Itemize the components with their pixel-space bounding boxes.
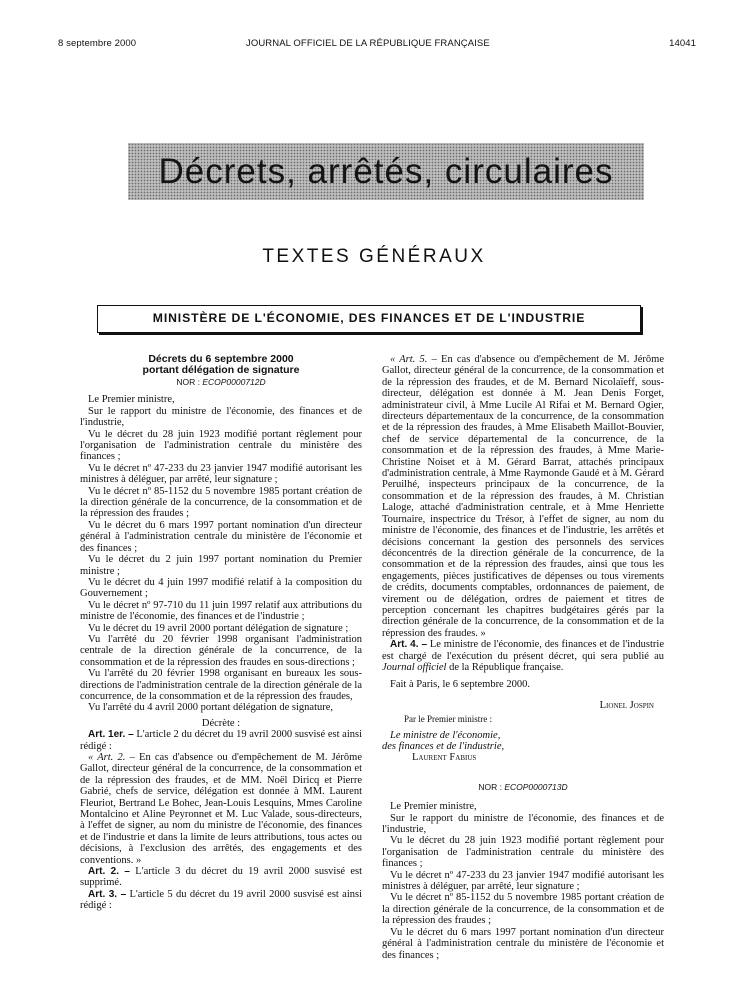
article-4-text-a: Le ministre de l'économie, des finances et de l'industrie est chargé de l'exécution du présent décret, qui sera publié au [382,639,664,662]
article-5-quote-text: En cas d'absence ou d'empêchement de M. Jérôme Gallot, directeur général de la concurrence, de la consommation et de la répression des fraudes, et de M. Bernard Nicolaïeff, sous-directeur, délégation est donnée à M. Jean Denis Forget, administrateur civil, à Mme Lucile Al Rifai et M. Bernard Ogier, directeurs départementaux de la concurrence, de la consommation et de la répression des fraudes, à Mme Elisabeth Maillot-Bouvier, chef de service départemental de la concurrence, de la consommation et de la répression des fraudes, à Mme Marie-Christine Noiset et à M. Gérard Barrat, attachés principaux d'administration centrale, à Mme Raymonde Gaudé et à M. Gérard Peruilhé, inspecteurs principaux de la concurrence, de la consommation et de la répression des fraudes, à M. Christian Laloge, attaché d'administration centrale, et à Mme Henriette Tournaire, inspectrice du Trésor, à l'effet de signer, au nom du ministre de l'économie, des finances et de l'industrie, les arrêtés et décisions concernant la gestion des personnels des services déconcentrés de la direction générale de la concurrence, de la consommation et de la répression des fraudes, ainsi que tous les engagements, pièces justificatives de dépenses ou tous virements de crédits, documents comptables, ordonnances de paiement, de virement ou de délégation, ordres de paiement et titres de perception concernant les chapitres budgétaires gérés par la direction générale de la concurrence, de la consommation et de la répression des fraudes. » [382,354,664,639]
minister-title-line2: des finances et de l'industrie, [382,741,505,752]
article-4 [382,639,664,673]
article-2-text: L'article 3 du décret du 19 avril 2000 susvisé est supprimé. [80,866,363,889]
paragraph: Vu le décret du 4 juin 1997 modifié relatif à la composition du Gouvernement ; [80,576,362,600]
paragraph: Vu l'arrêté du 20 février 1998 organisant en bureaux les sous-directions de l'administration centrale de la direction générale de la concurrence, de la consommation et de la répression des fraudes, [80,668,362,702]
article-3-label: Art. 3. – [88,888,127,900]
rubric-banner [128,143,644,200]
paragraph: Sur le rapport du ministre de l'économie, des finances et de l'industrie, [382,812,664,836]
ministry-name: MINISTÈRE DE L'ÉCONOMIE, DES FINANCES ET DE L'INDUSTRIE [152,311,586,325]
article-1-text: L'article 2 du décret du 19 avril 2000 susvisé est ainsi rédigé : [80,729,362,752]
paragraph: Vu le décret nº 47-233 du 23 janvier 1947 modifié autorisant les ministres à déléguer, par arrêté, leur signature ; [382,869,664,893]
paragraph: Vu le décret du 19 avril 2000 portant délégation de signature ; [88,622,349,634]
article-2-quote [80,752,362,866]
paragraph: Le Premier ministre, [390,801,477,813]
article-4-label: Art. 4. – [390,639,428,651]
decrete: Décrète : [201,717,241,729]
nor-label: NOR : [478,781,502,792]
paragraph: Vu le décret nº 47-233 du 23 janvier 1947 modifié autorisant les ministres à déléguer, par arrêté, leur signature ; [80,462,362,486]
decree2-nor [382,782,664,793]
paragraph: Sur le rapport du ministre de l'économie, des finances et de l'industrie, [80,405,362,429]
decree-nor [80,377,362,388]
minister-name: Laurent Fabius [412,752,477,764]
right-column [382,354,664,961]
paragraph: Le Premier ministre, [88,394,175,406]
nor-code: ECOP0000713D [504,781,568,792]
paragraph: Vu le décret du 6 mars 1997 portant nomination d'un directeur général à l'administration centrale du ministère de l'économie et des finances ; [382,926,664,961]
nor-code: ECOP0000712D [202,377,266,387]
article-3 [80,889,362,912]
article-4-italic: Journal officiel [382,661,447,673]
article-5-quote [382,354,664,639]
rubric-title: Décrets, arrêtés, circulaires [158,152,614,191]
nor-label: NOR : [176,377,200,387]
header-page-number: 14041 [669,38,696,49]
paragraph: Vu le décret du 28 juin 1923 modifié portant règlement pour l'organisation de l'administration centrale du ministère des finances ; [382,835,664,870]
article-5-quote-label: « Art. 5. – [390,354,437,365]
paragraph: Vu l'arrêté du 20 février 1998 organisant l'administration centrale de la direction générale de la concurrence, de la consommation et de la répression des fraudes en sous-directions ; [80,633,362,668]
paragraph: Vu le décret nº 97-710 du 11 juin 1997 relatif aux attributions du ministre de l'économie, des finances et de l'industrie ; [80,599,362,623]
article-1 [80,729,362,752]
article-2-quote-text: En cas d'absence ou d'empêchement de M. Jérôme Gallot, directeur général de la concurrence, de la consommation et de la répression des fraudes, et de MM. Noël Diricq et Pierre Gabrié, chefs de service, délégation est donnée à MM. Laurent Fleuriot, Bertrand Le Bohec, Jean-Louis Lesquins, Mmes Caroline Montalcino et Aline Peyronnet et M. Luc Valade, sous-directeurs, à l'effet de signer, au nom du ministre de l'économie, des finances et de l'industrie et dans la limite de leurs attributions, tous actes ou décisions, à l'exclusion des arrêtés, des engagements et des conventions. » [80,752,362,866]
paragraph: Vu le décret du 2 juin 1997 portant nomination du Premier ministre ; [80,554,362,577]
signatory-name: Lionel Jospin [599,699,654,711]
article-2-quote-label: « Art. 2. – [88,752,135,763]
minister-title-line1: Le ministre de l'économie, [390,729,501,741]
header-journal-title: JOURNAL OFFICIEL DE LA RÉPUBLIQUE FRANÇAISE [246,38,490,49]
article-3-text: L'article 5 du décret du 19 avril 2000 susvisé est ainsi rédigé : [80,888,363,912]
header-date: 8 septembre 2000 [58,38,137,49]
paragraph: Vu le décret du 6 mars 1997 portant nomination d'un directeur général à l'administration centrale du ministère de l'économie et des finances ; [80,519,362,554]
left-column [80,354,362,912]
article-2 [80,866,362,889]
paragraph: Vu le décret nº 85-1152 du 5 novembre 1985 portant création de la direction générale de la concurrence, de la consommation et de la répression des fraudes ; [382,892,664,927]
decree-title-line2: portant délégation de signature [142,364,300,376]
paragraph: Vu le décret nº 85-1152 du 5 novembre 1985 portant création de la direction générale de la concurrence, de la consommation et de la répression des fraudes ; [80,485,362,520]
article-2-label: Art. 2. – [88,866,130,878]
article-4-text-b: de la République française. [449,661,564,673]
done-at: Fait à Paris, le 6 septembre 2000. [390,679,530,691]
by-prime-minister: Par le Premier ministre : [404,714,492,725]
section-title: TEXTES GÉNÉRAUX [262,246,486,267]
paragraph: Vu le décret du 28 juin 1923 modifié portant règlement pour l'organisation de l'administration centrale du ministère des finances ; [80,428,362,463]
paragraph: Vu l'arrêté du 4 avril 2000 portant délégation de signature, [88,702,334,714]
ministry-heading-box [97,305,641,333]
decree-title-line1: Décrets du 6 septembre 2000 [148,353,294,365]
article-1-label: Art. 1er. – [88,729,134,741]
